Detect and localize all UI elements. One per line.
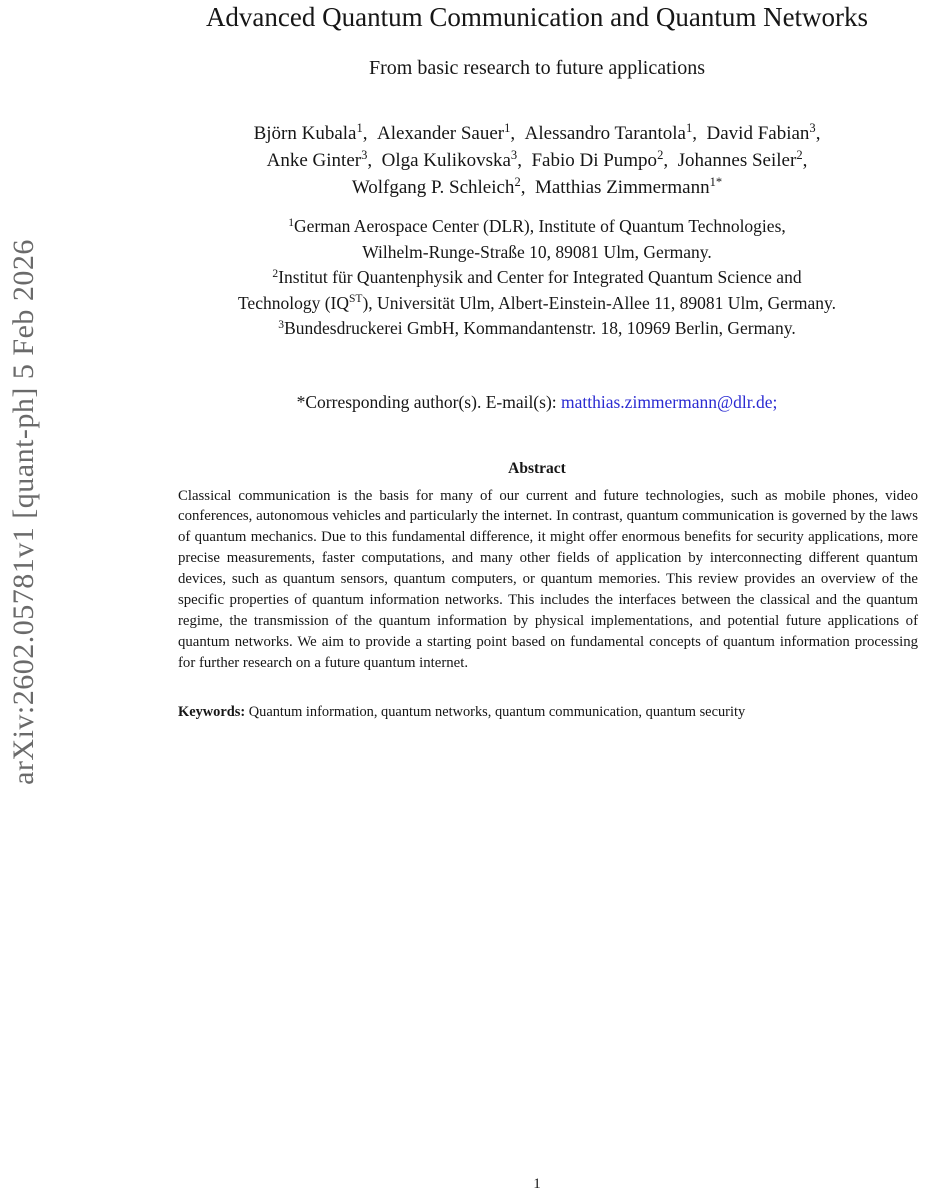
- superscript: 1: [356, 121, 363, 136]
- author-line: [148, 147, 926, 174]
- superscript: 1: [288, 216, 295, 229]
- text-segment: , Alexander Sauer: [362, 123, 505, 145]
- corresponding-author-line: [148, 392, 926, 413]
- superscript: ST: [349, 293, 363, 306]
- text-segment: ,: [802, 150, 808, 172]
- arxiv-stamp: arXiv:2602.05781v1 [quant-ph] 5 Feb 2026: [7, 239, 40, 785]
- text-segment: , Alessandro Tarantola: [510, 123, 686, 145]
- text-segment: , Olga Kulikovska: [367, 150, 511, 172]
- affiliation-line: [148, 265, 926, 291]
- superscript: 2: [657, 148, 664, 163]
- text-segment: , Matthias Zimmermann: [520, 177, 710, 199]
- text-segment: Björn Kubala: [253, 123, 357, 145]
- text-segment: Institut für Quantenphysik and Center for Integrated Quantum Science and: [278, 267, 802, 288]
- superscript: 2: [514, 175, 521, 190]
- authors-block: [148, 120, 926, 201]
- text-segment: Quantum information, quantum networks, quantum communication, quantum security: [245, 703, 746, 720]
- affiliations-block: [148, 214, 926, 342]
- text-segment: , David Fabian: [692, 123, 810, 145]
- text-segment: Wilhelm-Runge-Straße 10, 89081 Ulm, Germany.: [362, 241, 712, 262]
- superscript: 3: [278, 318, 285, 331]
- superscript: 3: [510, 148, 518, 163]
- text-segment: ), Universität Ulm, Albert-Einstein-Allee 11, 89081 Ulm, Germany.: [362, 292, 837, 313]
- author-line: [148, 120, 926, 147]
- text-segment: , Fabio Di Pumpo: [517, 150, 658, 172]
- keywords-line: [178, 704, 918, 721]
- text-segment: Anke Ginter: [266, 150, 362, 172]
- text-segment: Bundesdruckerei GmbH, Kommandantenstr. 18, 10969 Berlin, Germany.: [284, 318, 796, 339]
- abstract-body: Classical communication is the basis for many of our current and future technologies, such as mobile phones, video conferences, autonomous vehicles and particularly the internet. In contrast, quantum communication is governed by the laws of quantum mechanics. Due to this fundamental difference, it might offer enormous benefits for security applications, more precise measurements, faster computations, and many other fields of application by interconnecting different quantum devices, such as quantum sensors, quantum computers, or quantum memories. This review provides an overview of the specific properties of quantum information networks. This includes the interfaces between the classical and the quantum regime, the transmission of the quantum information by physical implementations, and potential future applications of quantum networks. We aim to provide a starting point based on fundamental concepts of quantum information processing for further research on a future quantum internet.: [178, 487, 918, 671]
- author-line: [148, 174, 926, 201]
- superscript: 3: [361, 148, 368, 163]
- paper-content: [148, 0, 926, 1200]
- superscript: 1: [686, 121, 693, 136]
- email-link[interactable]: matthias.zimmermann@dlr.de;: [561, 391, 778, 412]
- paper-subtitle: From basic research to future applications: [369, 57, 705, 80]
- superscript: 1*: [709, 175, 723, 190]
- affiliation-line: [148, 291, 926, 317]
- paper-title: Advanced Quantum Communication and Quantum Networks: [205, 2, 869, 32]
- superscript: 3: [809, 121, 816, 136]
- text-segment: Technology (IQ: [237, 292, 349, 313]
- affiliation-line: [148, 316, 926, 342]
- abstract-heading: Abstract: [508, 459, 566, 477]
- text-segment: Wolfgang P. Schleich: [351, 177, 515, 199]
- text-segment: Keywords:: [178, 703, 246, 720]
- affiliation-line: [148, 240, 926, 266]
- superscript: 1: [504, 121, 511, 136]
- superscript: 2: [796, 148, 803, 163]
- text-segment: ,: [815, 123, 821, 145]
- text-segment: German Aerospace Center (DLR), Institute of Quantum Technologies,: [294, 216, 786, 237]
- page-number: 1: [533, 1176, 541, 1192]
- superscript: 2: [272, 267, 279, 280]
- text-segment: , Johannes Seiler: [663, 150, 797, 172]
- text-segment: *Corresponding author(s). E-mail(s):: [296, 391, 562, 412]
- affiliation-line: [148, 214, 926, 240]
